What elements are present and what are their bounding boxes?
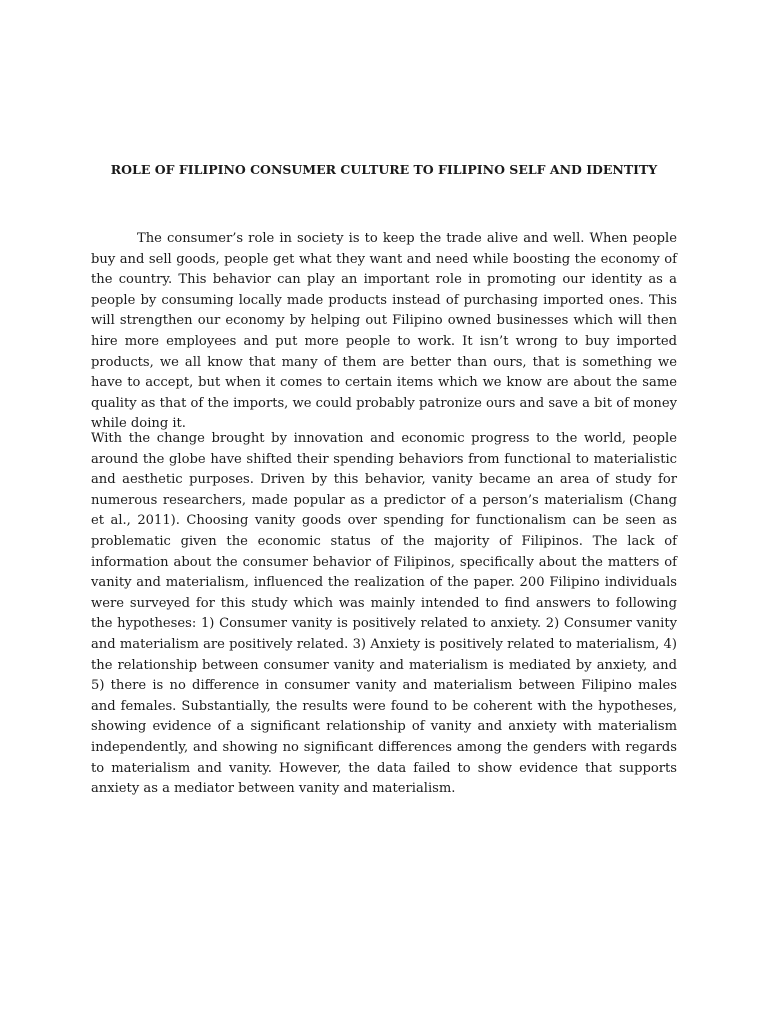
paragraph-intro: The consumer’s role in society is to keep the trade alive and well. When people buy and sell goods, people get what they want and need while boosting the economy of the country. This behavior can play an important role in promoting our identity as a people by consuming locally made products instead of purchasing imported ones. This will strengthen our economy by helping out Filipino owned businesses which will then hire more employees and put more people to work. It isn’t wrong to buy imported products, we all know that many of them are better than ours, that is something we have to accept, but when it comes to certain items which we know are about the same quality as that of the imports, we could probably patronize ours and save a bit of money while doing it. [91,231,677,432]
paragraph-abstract: With the change brought by innovation and economic progress to the world, people around the globe have shifted their spending behaviors from functional to materialistic and aesthetic purposes. Driven by this behavior, vanity became an area of study for numerous researchers, made popular as a predictor of a person’s materialism (Chang et al., 2011). Choosing vanity goods over spending for functionalism can be seen as problematic given the economic status of the majority of Filipinos. The lack of information about the consumer behavior of Filipinos, specifically about the matters of vanity and materialism, influenced the realization of the paper. 200 Filipino individuals were surveyed for this study which was mainly intended to find answers to following the hypotheses: 1) Consumer vanity is positively related to anxiety. 2) Consumer vanity and materialism are positively related. 3) Anxiety is positively related to materialism, 4) the relationship between consumer vanity and materialism is mediated by anxiety, and 5) there is no difference in consumer vanity and materialism between Filipino males and females. Substantially, the results were found to be coherent with the hypotheses, showing evidence of a significant relationship of vanity and anxiety with materialism independently, and showing no significant differences among the genders with regards to materialism and vanity. However, the data failed to show evidence that supports anxiety as a mediator between vanity and materialism. [91,431,677,797]
document-page [91,0,677,1024]
document-title: ROLE OF FILIPINO CONSUMER CULTURE TO FILIPINO SELF AND IDENTITY [110,162,658,177]
